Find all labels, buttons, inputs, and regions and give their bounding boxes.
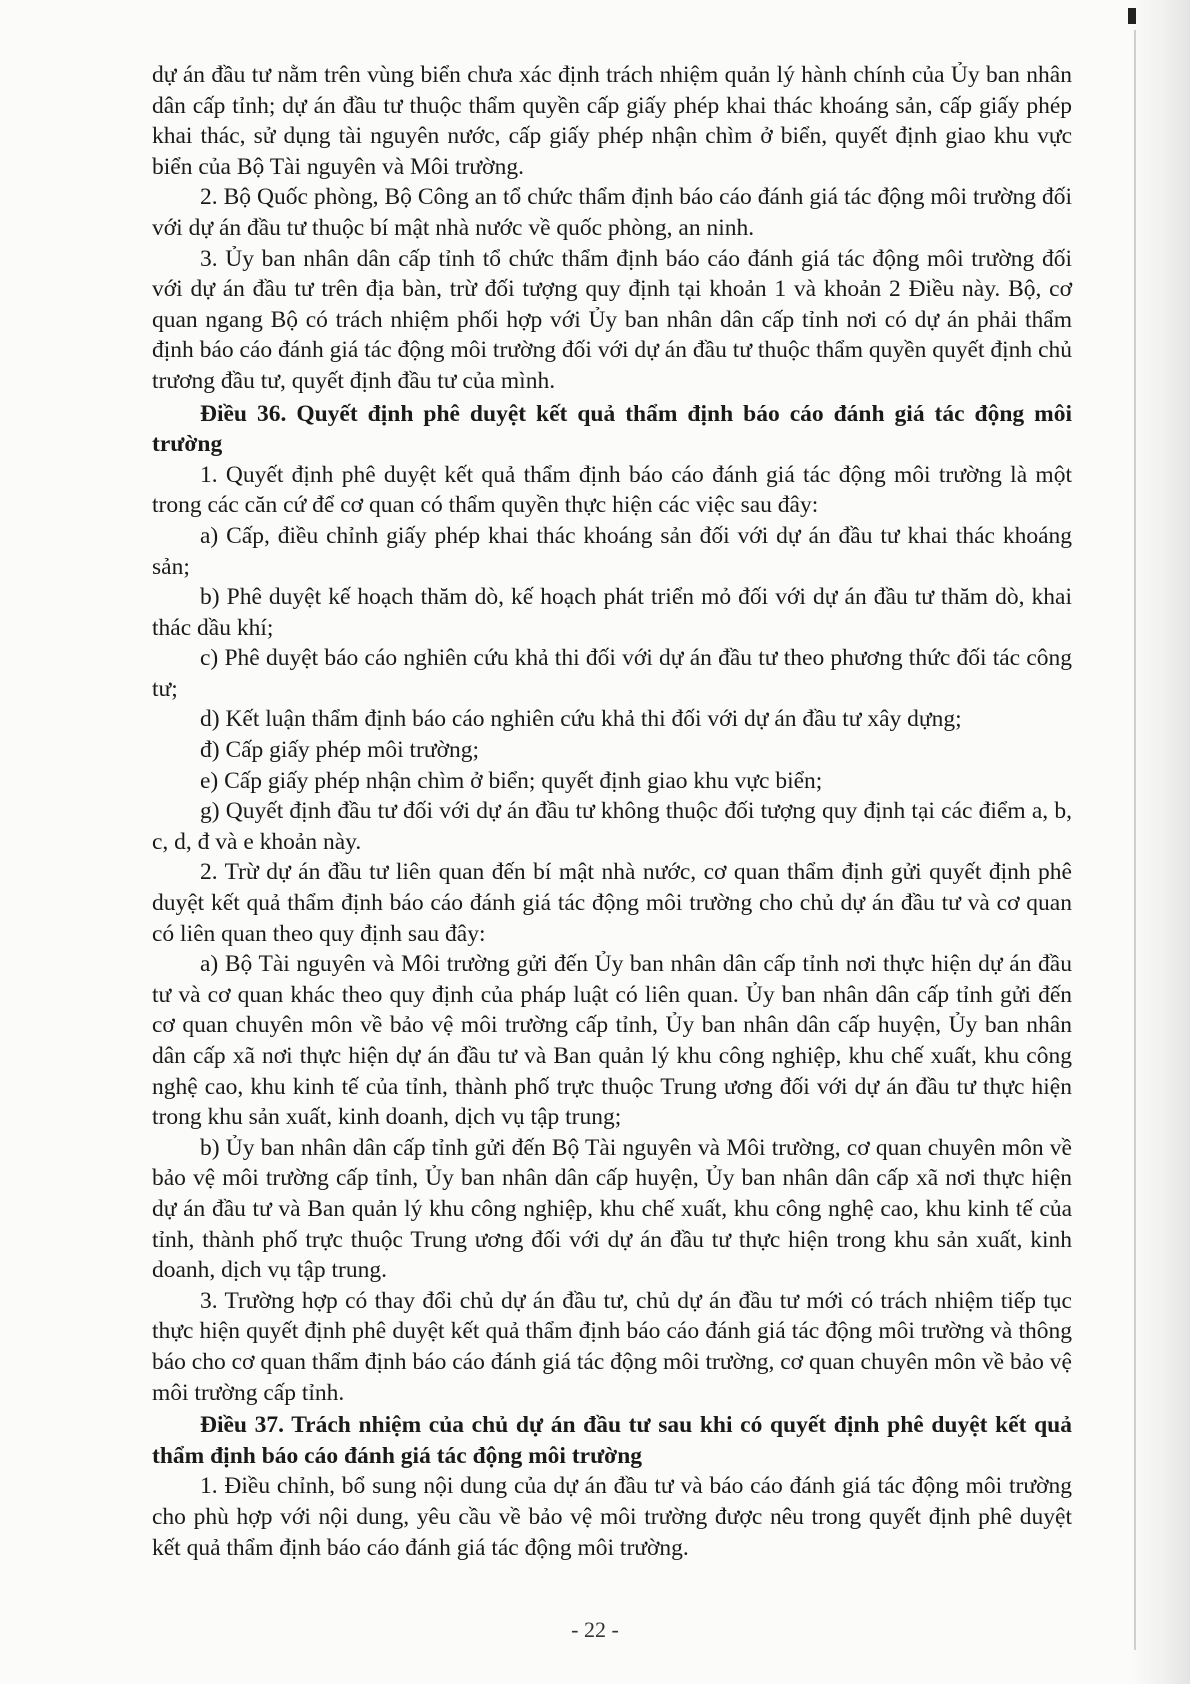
paragraph-36-1-a: a) Cấp, điều chỉnh giấy phép khai thác khoáng sản đối với dự án đầu tư khai thác khoáng sản; [152, 522, 1072, 580]
article-36-heading: Điều 36. Quyết định phê duyệt kết quả thẩm định báo cáo đánh giá tác động môi trường [152, 400, 1072, 458]
page-edge-line [1134, 30, 1136, 1650]
paragraph-36-1-b: b) Phê duyệt kế hoạch thăm dò, kế hoạch phát triển mỏ đối với dự án đầu tư thăm dò, khai thác dầu khí; [152, 584, 1072, 641]
paragraph-36-1: 1. Quyết định phê duyệt kết quả thẩm định báo cáo đánh giá tác động môi trường là một trong các căn cứ để cơ quan có thẩm quyền thực hiện các việc sau đây: [152, 461, 1072, 519]
paragraph-clause-3: 3. Ủy ban nhân dân cấp tỉnh tổ chức thẩm định báo cáo đánh giá tác động môi trường đối với dự án đầu tư trên địa bàn, trừ đối tượng quy định tại khoản 1 và khoản 2 Điều này. Bộ, cơ quan ngang Bộ có trách nhiệm phối hợp với Ủy ban nhân dân cấp tỉnh nơi có dự án phải thẩm định báo cáo đánh giá tác động môi trường đối với dự án đầu tư thuộc thẩm quyền quyết định chủ trương đầu tư, quyết định đầu tư của mình. [152, 245, 1072, 394]
paragraph-36-2-b: b) Ủy ban nhân dân cấp tỉnh gửi đến Bộ Tài nguyên và Môi trường, cơ quan chuyên môn về bảo vệ môi trường cấp tỉnh, Ủy ban nhân dân cấp huyện, Ủy ban nhân dân cấp xã nơi thực hiện dự án đầu tư và Ban quản lý khu công nghiệp, khu chế xuất, khu công nghệ cao, khu kinh tế của tỉnh, thành phố trực thuộc Trung ương đối với dự án đầu tư thực hiện trong khu sản xuất, kinh doanh, dịch vụ tập trung. [152, 1134, 1072, 1284]
paragraph-36-1-d: d) Kết luận thẩm định báo cáo nghiên cứu khả thi đối với dự án đầu tư xây dựng; [200, 706, 962, 733]
page-number: - 22 - [571, 1617, 619, 1642]
paragraph-36-1-g: g) Quyết định đầu tư đối với dự án đầu tư không thuộc đối tượng quy định tại các điểm a, b, c, d, đ và e khoản này. [152, 798, 1072, 855]
page-edge-shadow [1130, 0, 1190, 1684]
paragraph-36-1-e: e) Cấp giấy phép nhận chìm ở biển; quyết định giao khu vực biển; [200, 767, 823, 794]
paragraph-clause-2: 2. Bộ Quốc phòng, Bộ Công an tổ chức thẩm định báo cáo đánh giá tác động môi trường đối với dự án đầu tư thuộc bí mật nhà nước về quốc phòng, an ninh. [152, 184, 1072, 241]
document-body [152, 60, 1072, 1563]
article-37-heading: Điều 37. Trách nhiệm của chủ dự án đầu tư sau khi có quyết định phê duyệt kết quả thẩm định báo cáo đánh giá tác động môi trường [152, 1412, 1072, 1469]
paragraph-continuation: dự án đầu tư nằm trên vùng biển chưa xác định trách nhiệm quản lý hành chính của Ủy ban nhân dân cấp tỉnh; dự án đầu tư thuộc thẩm quyền cấp giấy phép khai thác khoáng sản, cấp giấy phép khai thác, sử dụng tài nguyên nước, cấp giấy phép nhận chìm ở biển, quyết định giao khu vực biển của Bộ Tài nguyên và Môi trường. [152, 62, 1072, 180]
paragraph-37-1: 1. Điều chỉnh, bổ sung nội dung của dự án đầu tư và báo cáo đánh giá tác động môi trường cho phù hợp với nội dung, yêu cầu về bảo vệ môi trường được nêu trong quyết định phê duyệt kết quả thẩm định báo cáo đánh giá tác động môi trường. [152, 1473, 1072, 1561]
paragraph-36-1-c: c) Phê duyệt báo cáo nghiên cứu khả thi đối với dự án đầu tư theo phương thức đối tác công tư; [152, 645, 1072, 702]
paragraph-36-1-dd: đ) Cấp giấy phép môi trường; [200, 737, 480, 764]
paragraph-36-2-a: a) Bộ Tài nguyên và Môi trường gửi đến Ủy ban nhân dân cấp tỉnh nơi thực hiện dự án đầu tư và cơ quan khác theo quy định của pháp luật có liên quan. Ủy ban nhân dân cấp tỉnh gửi đến cơ quan chuyên môn về bảo vệ môi trường cấp tỉnh, Ủy ban nhân dân cấp huyện, Ủy ban nhân dân cấp xã nơi thực hiện dự án đầu tư và Ban quản lý khu công nghiệp, khu chế xuất, khu công nghệ cao, khu kinh tế của tỉnh, thành phố trực thuộc Trung ương đối với dự án đầu tư thực hiện trong khu sản xuất, kinh doanh, dịch vụ tập trung; [152, 951, 1072, 1131]
paragraph-36-2: 2. Trừ dự án đầu tư liên quan đến bí mật nhà nước, cơ quan thẩm định gửi quyết định phê duyệt kết quả thẩm định báo cáo đánh giá tác động môi trường cho chủ dự án đầu tư và cơ quan có liên quan theo quy định sau đây: [152, 859, 1072, 947]
page-edge-mark [1128, 8, 1136, 24]
paragraph-36-3: 3. Trường hợp có thay đổi chủ dự án đầu tư, chủ dự án đầu tư mới có trách nhiệm tiếp tục thực hiện quyết định phê duyệt kết quả thẩm định báo cáo đánh giá tác động môi trường và thông báo cho cơ quan thẩm định báo cáo đánh giá tác động môi trường, cơ quan chuyên môn về bảo vệ môi trường cấp tỉnh. [152, 1287, 1072, 1406]
